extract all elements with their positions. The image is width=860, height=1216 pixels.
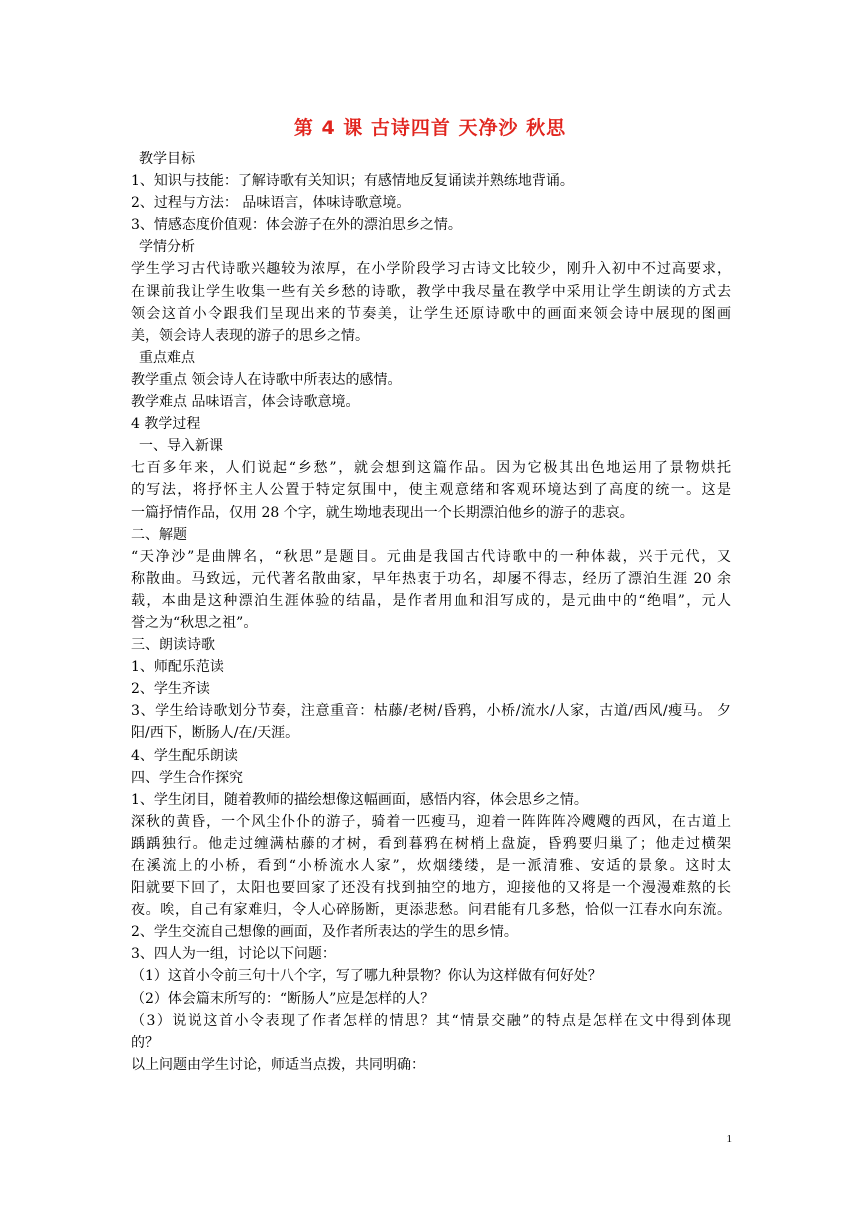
section-heading: 教学目标	[139, 151, 195, 167]
text-line: 4、学生配乐朗读	[131, 747, 238, 764]
text-line: 的写法，将抒怀主人公置于特定氛围中，使主观意绪和客观环境达到了高度的统一。这是	[131, 482, 731, 499]
question-item: （2）体会篇末所写的：“断肠人”应是怎样的人？	[131, 990, 435, 1007]
text-line: 3、情感态度价值观：体会游子在外的漂泊思乡之情。	[131, 217, 462, 234]
text-line: 1、学生闭目，随着教师的描绘想像这幅画面，感悟内容，体会思乡之情。	[131, 791, 588, 808]
text-line: 一篇抒情作品，仅用 28 个字，就生坳地表现出一个长期漂泊他乡的游子的悲哀。	[131, 504, 634, 521]
text-line: 2、学生齐读	[131, 681, 210, 698]
body-text	[131, 148, 731, 1076]
text-line: 阳/西下，断肠人/在/天涯。	[131, 725, 300, 742]
text-line: 2、学生交流自己想像的画面，及作者所表达的学生的思乡情。	[131, 924, 518, 941]
text-line: 1、知识与技能：了解诗歌有关知识；有感情地反复诵读并熟练地背诵。	[131, 173, 574, 190]
text-line: 在溪流上的小桥，看到“小桥流水人家”，炊烟缕缕，是一派清雅、安适的景象。这时太	[131, 858, 731, 874]
section-heading: 三、朗读诗歌	[131, 637, 215, 654]
text-line: 阳就要下回了，太阳也要回家了还没有找到抽空的地方，迎接他的又将是一个漫漫难熬的长	[131, 880, 731, 897]
text-line: 的？	[131, 1034, 159, 1051]
text-line: 领会这首小令跟我们呈现出来的节奏美，让学生还原诗歌中的画面来领会诗中展现的图画	[131, 305, 731, 322]
text-line: 学生学习古代诗歌兴趣较为浓厚，在小学阶段学习古诗文比较少，刚升入初中不过高要求，	[131, 261, 731, 278]
text-line: 1、师配乐范读	[131, 659, 224, 676]
section-heading: 四、学生合作探究	[131, 769, 243, 786]
text-line: 在课前我让学生收集一些有关乡愁的诗歌，教学中我尽量在教学中采用让学生朗读的方式去	[131, 283, 731, 300]
text-line: “天净沙”是曲牌名，“秋思”是题目。元曲是我国古代诗歌中的一种体裁，兴于元代，又	[131, 548, 731, 565]
section-heading: 学情分析	[139, 239, 195, 256]
text-line: 3、学生给诗歌划分节奏，注意重音：枯藤/老树/昏鸦，小桥/流水/人家，古道/西风/瘦马。 夕	[131, 703, 731, 720]
text-line: 称散曲。马致远，元代著名散曲家，早年热衷于功名，却屡不得志，经历了漂泊生涯 20 余	[131, 570, 731, 587]
text-line: 2、过程与方法： 品味语言，体味诗歌意境。	[131, 195, 411, 212]
text-line: 教学重点 领会诗人在诗歌中所表达的感情。	[131, 371, 402, 388]
section-heading: 重点难点	[139, 349, 195, 366]
text-line: 3、四人为一组，讨论以下问题：	[131, 946, 336, 963]
section-heading: 4 教学过程	[131, 416, 201, 433]
text-line: 载，本曲是这种漂泊生涯体验的结晶，是作者用血和泪写成的，是元曲中的“绝唱”，元人	[131, 592, 731, 609]
question-item: （1）这首小令前三句十八个字，写了哪九种景物？你认为这样做有何好处？	[131, 968, 602, 985]
text-line: 七百多年来，人们说起“乡愁”，就会想到这篇作品。因为它极其出色地运用了景物烘托	[131, 460, 731, 477]
lesson-title: 第 4 课 古诗四首 天净沙 秋思	[293, 117, 567, 139]
text-line: 踽踽独行。他走过缠满枯藤的才树，看到暮鸦在树梢上盘旋，昏鸦要归巢了；他走过横架	[131, 835, 731, 852]
question-item: （3）说说这首小令表现了作者怎样的情思？其“情景交融”的特点是怎样在文中得到体现	[131, 1012, 731, 1029]
page-number: 1	[726, 1133, 732, 1145]
text-line: 美，领会诗人表现的游子的思乡之情。	[131, 327, 369, 344]
text-line: 深秋的黄昏，一个风尘仆仆的游子，骑着一匹瘦马，迎着一阵阵阵冷飕飕的西风，在古道上	[131, 813, 731, 830]
section-heading: 二、解题	[131, 526, 187, 543]
text-line: 以上问题由学生讨论，师适当点拨，共同明确：	[131, 1056, 425, 1073]
section-heading: 一、导入新课	[139, 438, 223, 455]
text-line: 誉之为“秋思之祖”。	[131, 614, 258, 631]
text-line: 夜。唉，自己有家难归，令人心碎肠断，更添悲愁。问君能有几多愁，恰似一江春水向东流。	[131, 902, 731, 919]
text-line: 教学难点 品味语言，体会诗歌意境。	[131, 394, 360, 411]
